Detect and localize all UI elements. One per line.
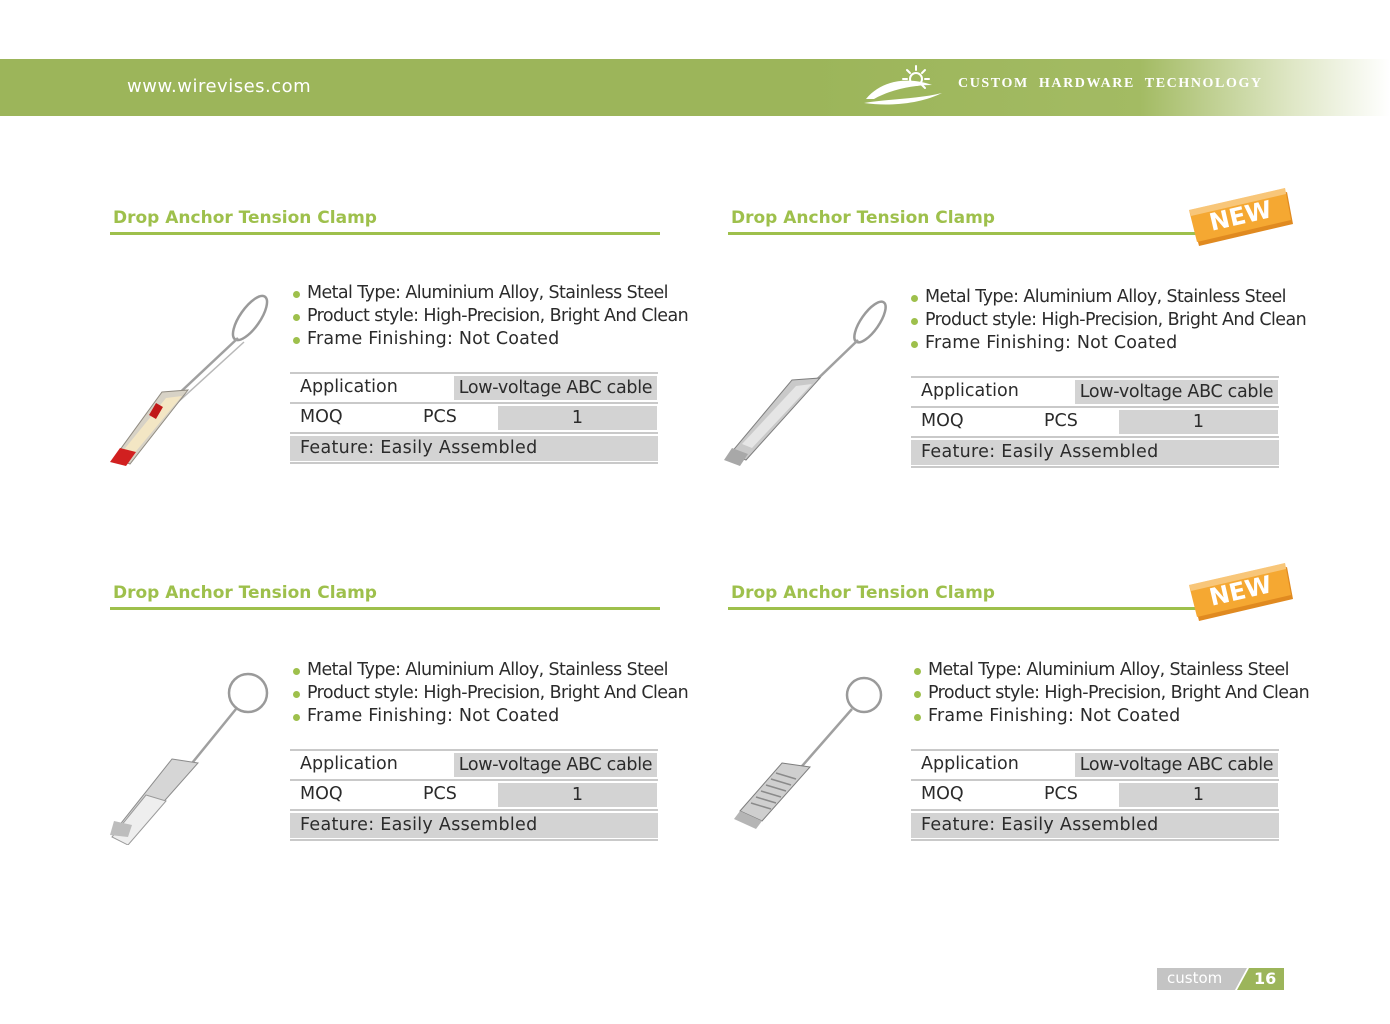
bullet-item: Metal Type: Aluminium Alloy, Stainless Steel [290,282,688,305]
feature-text: Feature: Easily Assembled [300,815,538,835]
new-badge-text: NEW [1206,570,1275,612]
bullet-item: Product style: High-Precision, Bright And Clean [911,682,1309,705]
bullet-item: Metal Type: Aluminium Alloy, Stainless Steel [290,659,688,682]
spec-bullets [290,282,688,351]
spec-table [911,376,1279,468]
bullet-item: Frame Finishing: Not Coated [290,705,688,728]
bullet-dot-icon [914,714,921,721]
application-label: Application [300,377,398,397]
bullet-item: Product style: High-Precision, Bright And Clean [290,682,688,705]
moq-label: MOQ [921,411,964,431]
moq-row [911,779,1279,809]
new-badge-text: NEW [1206,195,1275,237]
moq-unit: PCS [1044,411,1078,431]
bullet-item: Frame Finishing: Not Coated [911,705,1309,728]
feature-row [911,809,1279,841]
bullet-dot-icon [293,691,300,698]
feature-text: Feature: Easily Assembled [300,438,538,458]
tagline: CUSTOM HARDWARE TECHNOLOGY [958,76,1263,91]
title-rule [110,232,660,235]
spec-bullets [290,659,688,728]
moq-unit: PCS [1044,784,1078,804]
application-value: Low-voltage ABC cable [1075,380,1278,404]
title-rule [728,607,1198,610]
moq-value: 1 [498,406,657,430]
page-header [0,59,1390,116]
moq-label: MOQ [300,407,343,427]
application-value: Low-voltage ABC cable [454,753,657,777]
spec-table [290,372,658,464]
feature-row [290,809,658,841]
bullet-item: Frame Finishing: Not Coated [908,332,1306,355]
application-row [911,749,1279,779]
steel-tension-clamp-image [720,280,890,470]
bullet-dot-icon [911,341,918,348]
application-label: Application [921,754,1019,774]
site-url[interactable]: www.wirevises.com [127,76,312,97]
spec-bullets [911,659,1309,728]
moq-value: 1 [1119,783,1278,807]
spec-bullets [908,286,1306,355]
application-value: Low-voltage ABC cable [1075,753,1278,777]
product-title: Drop Anchor Tension Clamp [113,208,377,228]
bullet-dot-icon [293,314,300,321]
moq-row [911,406,1279,436]
moq-row [290,779,658,809]
bullet-item: Product style: High-Precision, Bright And Clean [908,309,1306,332]
feature-text: Feature: Easily Assembled [921,815,1159,835]
title-rule [728,232,1198,235]
feature-text: Feature: Easily Assembled [921,442,1159,462]
application-label: Application [921,381,1019,401]
bullet-dot-icon [293,337,300,344]
bullet-dot-icon [914,668,921,675]
product-title: Drop Anchor Tension Clamp [731,583,995,603]
product-card [110,575,690,875]
bullet-dot-icon [911,295,918,302]
product-card [728,195,1308,500]
new-badge [1183,559,1298,629]
moq-row [290,402,658,432]
ribbed-tension-clamp-image [720,655,890,845]
bullet-dot-icon [293,291,300,298]
bullet-dot-icon [911,318,918,325]
bullet-dot-icon [293,668,300,675]
title-rule [110,607,660,610]
application-row [290,372,658,402]
page-number: 16 [1254,969,1277,988]
product-card [728,570,1310,875]
product-title: Drop Anchor Tension Clamp [731,208,995,228]
footer-word: custom [1167,969,1223,987]
bullet-item: Frame Finishing: Not Coated [290,328,688,351]
wedge-tension-clamp-image [102,655,272,845]
moq-label: MOQ [921,784,964,804]
spec-table [911,749,1279,841]
bullet-dot-icon [293,714,300,721]
moq-label: MOQ [300,784,343,804]
application-value: Low-voltage ABC cable [454,376,657,400]
bullet-item: Metal Type: Aluminium Alloy, Stainless Steel [911,659,1309,682]
red-tension-clamp-image [102,280,272,470]
moq-unit: PCS [423,407,457,427]
application-row [911,376,1279,406]
product-card [110,200,690,500]
bullet-dot-icon [914,691,921,698]
bullet-item: Product style: High-Precision, Bright And Clean [290,305,688,328]
feature-row [911,436,1279,468]
moq-value: 1 [498,783,657,807]
moq-value: 1 [1119,410,1278,434]
application-label: Application [300,754,398,774]
sun-leaf-logo-icon [862,65,944,107]
new-badge [1183,184,1298,254]
moq-unit: PCS [423,784,457,804]
bullet-item: Metal Type: Aluminium Alloy, Stainless Steel [908,286,1306,309]
feature-row [290,432,658,464]
product-title: Drop Anchor Tension Clamp [113,583,377,603]
application-row [290,749,658,779]
spec-table [290,749,658,841]
